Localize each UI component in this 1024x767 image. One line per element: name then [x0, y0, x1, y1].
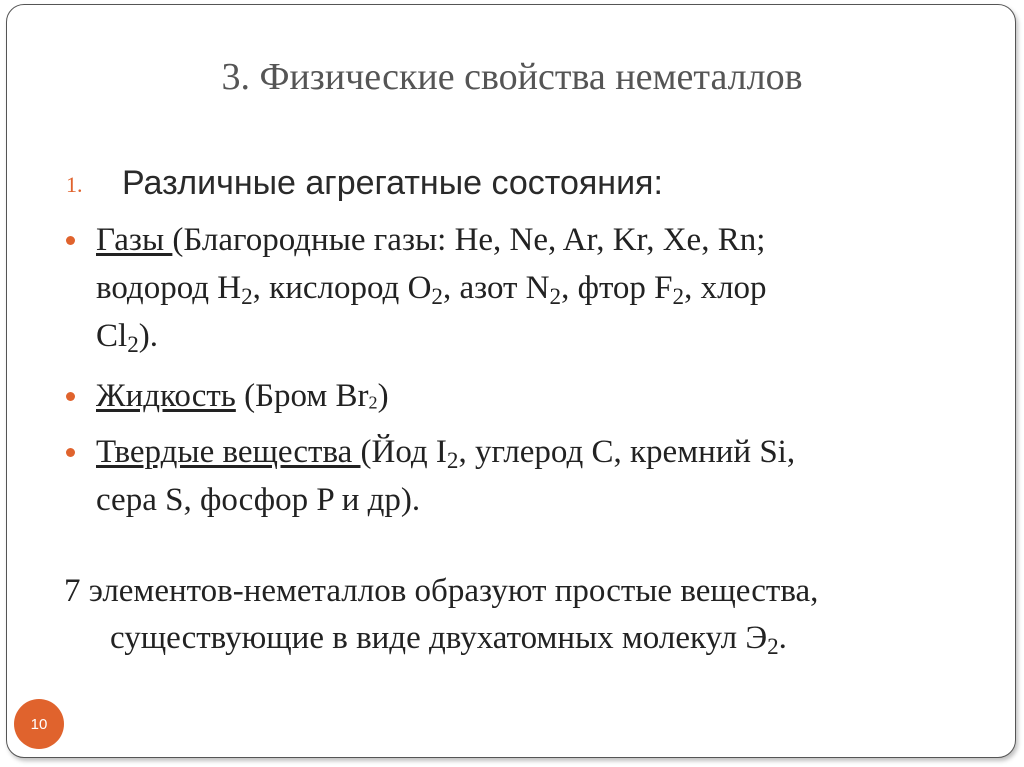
term-gases: Газы	[96, 222, 173, 258]
subscript: 2	[446, 446, 459, 473]
bullet-dot	[66, 448, 75, 457]
list-number: 1.	[66, 172, 83, 197]
page-number: 10	[30, 715, 48, 733]
subscript: 2	[549, 282, 562, 309]
text-fragment: , азот N	[442, 270, 550, 306]
text-fragment: (Бром Br	[235, 378, 369, 414]
text-fragment: , углерод C, кремний Si,	[458, 434, 796, 470]
text-fragment: ).	[138, 318, 158, 354]
subscript: 2	[672, 282, 685, 309]
text-fragment: существующие в виде двухатомных молекул Э	[110, 620, 768, 656]
bullet-text	[96, 216, 956, 360]
text-fragment: Cl	[96, 318, 128, 354]
text-fragment: , хлор	[684, 270, 767, 306]
bullet-line	[96, 312, 956, 360]
text-fragment: (Йод I	[360, 434, 447, 470]
text-fragment: .	[778, 620, 787, 656]
bullet-line	[96, 216, 956, 264]
term-liquid: Жидкость	[96, 378, 236, 414]
text-fragment: водород H	[96, 270, 242, 306]
bullet-text	[96, 428, 956, 524]
subscript: 2	[767, 632, 779, 659]
bullet-text	[96, 372, 956, 427]
conclusion-paragraph	[64, 568, 994, 662]
subscript: 2	[368, 392, 378, 413]
bullet-dot	[66, 392, 75, 401]
subscript: 2	[241, 282, 253, 309]
bullet-line: сера S, фосфор P и др).	[96, 482, 421, 518]
bullet-line	[96, 428, 956, 476]
conclusion-line2	[64, 615, 994, 662]
text-fragment: )	[377, 378, 389, 414]
term-solids: Твердые вещества	[96, 434, 361, 470]
gases-line1: (Благородные газы: He, Ne, Ar, Kr, Xe, Rn;	[172, 222, 766, 258]
page-number-badge	[14, 699, 64, 749]
bullet-line	[96, 264, 956, 312]
slide-title: 3. Физические свойства неметаллов	[221, 56, 803, 98]
subscript: 2	[431, 282, 443, 309]
subscript: 2	[127, 330, 139, 357]
bullet-dot	[66, 236, 75, 245]
conclusion-line1: 7 элементов-неметаллов образуют простые вещества,	[64, 573, 819, 609]
subheading: Различные агрегатные состояния:	[122, 164, 663, 202]
text-fragment: , фтор F	[561, 270, 673, 306]
text-fragment: , кислород O	[252, 270, 432, 306]
